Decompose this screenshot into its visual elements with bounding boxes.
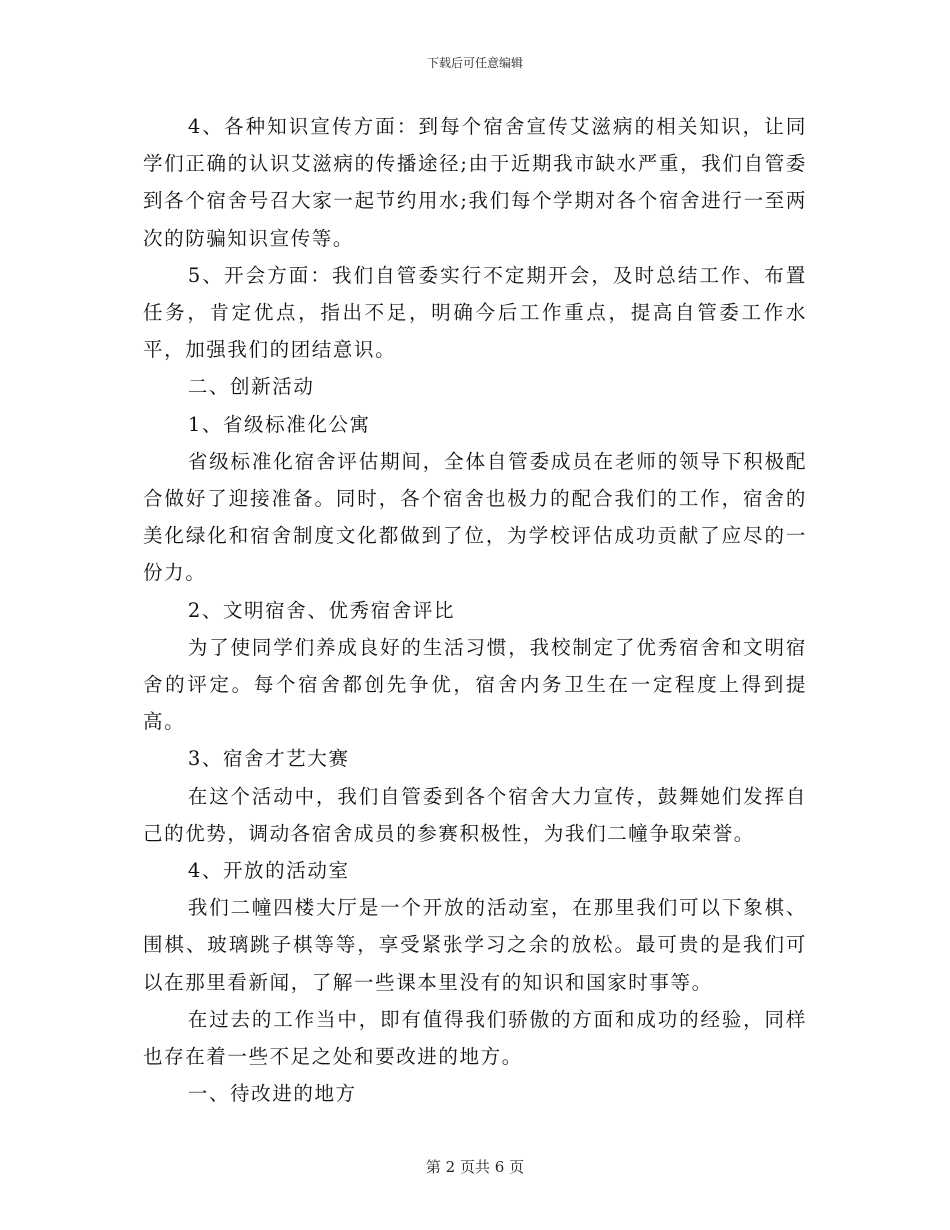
paragraph-activity-room: 我们二幢四楼大厅是一个开放的活动室，在那里我们可以下象棋、围棋、玻璃跳子棋等等，享受紧张学习之余的放松。最可贵的是我们可以在那里看新闻，了解一些课本里没有的知识和国家时事等。 — [143, 896, 807, 994]
paragraph-meetings: 5、开会方面：我们自管委实行不定期开会，及时总结工作、布置任务，肯定优点，指出不足，明确今后工作重点，提高自管委工作水平，加强我们的团结意识。 — [143, 263, 807, 362]
paragraph-summary: 在过去的工作当中，即有值得我们骄傲的方面和成功的经验，同样也存在着一些不足之处和要改进的地方。 — [143, 1007, 807, 1069]
page-footer: 第 2 页共 6 页 — [425, 1158, 525, 1176]
subheading-dorm-evaluation: 2、文明宿舍、优秀宿舍评比 — [187, 598, 456, 622]
heading-innovation-activities: 二、创新活动 — [187, 375, 315, 399]
page-header: 下载后可任意编辑 — [426, 56, 523, 70]
document-body — [143, 108, 807, 1112]
paragraph-talent-contest: 在这个活动中，我们自管委到各个宿舍大力宣传，鼓舞她们发挥自己的优势，调动各宿舍成员的参赛积极性，为我们二幢争取荣誉。 — [143, 784, 807, 845]
paragraph-provincial-apartment: 省级标准化宿舍评估期间，全体自管委成员在老师的领导下积极配合做好了迎接准备。同时，各个宿舍也极力的配合我们的工作，宿舍的美化绿化和宿舍制度文化都做到了位，为学校评估成功贡献了应尽的一份力。 — [143, 449, 807, 585]
paragraph-knowledge-promotion: 4、各种知识宣传方面：到每个宿舍宣传艾滋病的相关知识，让同学们正确的认识艾滋病的传播途径;由于近期我市缺水严重，我们自管委到各个宿舍号召大家一起节约用水;我们每个学期对各个宿舍进行一至两次的防骗知识宣传等。 — [143, 115, 807, 250]
subheading-talent-contest: 3、宿舍才艺大赛 — [187, 747, 350, 771]
subheading-provincial-apartment: 1、省级标准化公寓 — [187, 412, 371, 436]
heading-improvements: 一、待改进的地方 — [187, 1082, 357, 1106]
subheading-activity-room: 4、开放的活动室 — [187, 859, 350, 883]
paragraph-dorm-evaluation: 为了使同学们养成良好的生活习惯，我校制定了优秀宿舍和文明宿舍的评定。每个宿舍都创先争优，宿舍内务卫生在一定程度上得到提高。 — [143, 635, 807, 734]
